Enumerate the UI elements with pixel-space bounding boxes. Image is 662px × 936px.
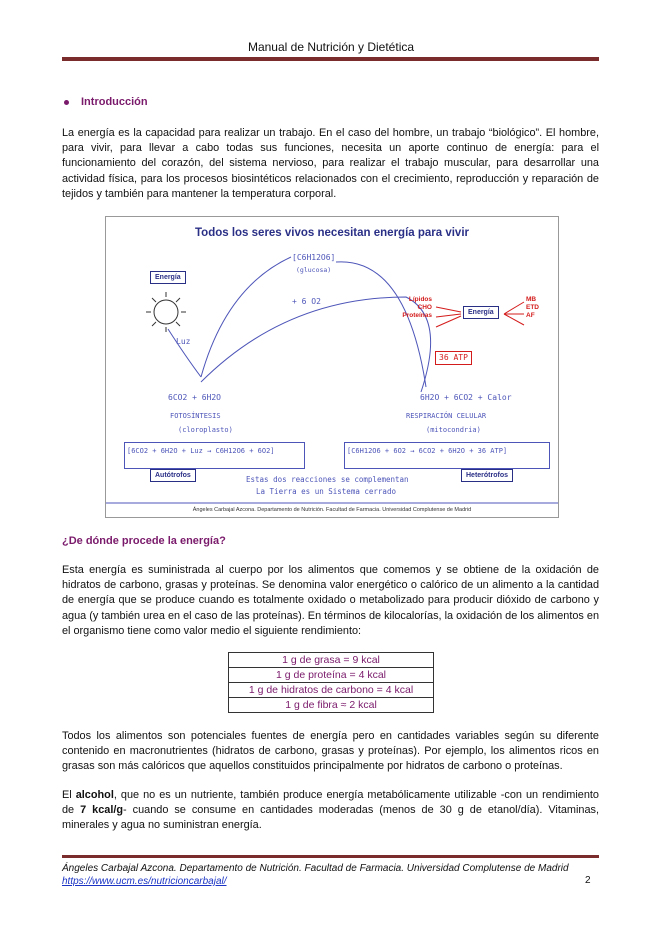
atp-box: 36 ATP	[435, 351, 472, 365]
autotrofos-label: Autótrofos	[150, 469, 196, 482]
table-row	[229, 668, 434, 683]
respiracion-label: RESPIRACIÓN CELULAR	[406, 412, 487, 420]
intro-paragraph: La energía es la capacidad para realizar un trabajo. En el caso del hombre, un trabajo “biológico”. El hombre, para vivir, para llevar a cabo todas sus funciones, necesita un aporte continuo de energía: para el funcionamiento del corazón, del sistema nervioso, para realizar el trabajo muscular, para desarrollar una actividad física, para los procesos biosintéticos relacionados con el crecimiento, reproducción y reparación de tejidos y también para mantener la temperatura corporal.	[62, 127, 599, 200]
footer-link[interactable]: https://www.ucm.es/nutricioncarbajal/	[62, 876, 227, 887]
luz-label: Luz	[176, 337, 191, 346]
section-bullet-intro	[64, 96, 148, 108]
page-header-title: Manual de Nutrición y Dietética	[247, 40, 415, 54]
figure-title: Todos los seres vivos necesitan energía para vivir	[195, 227, 469, 239]
glucose-label: [C6H12O6]	[292, 253, 336, 262]
table-row	[229, 698, 434, 713]
heterotrofos-reaction-box: [C6H12O6 + 6O2 → 6CO2 + 6H2O + 36 ATP]	[344, 442, 550, 469]
heterotrofos-label: Heterótrofos	[461, 469, 513, 482]
bold-kcal: 7 kcal/g	[80, 804, 124, 817]
sun-icon	[146, 292, 186, 332]
macros-list	[390, 296, 432, 320]
macro-cho: CHO	[417, 304, 432, 311]
alcohol-paragraph	[62, 788, 599, 834]
output-mb: MB	[526, 296, 537, 303]
text-run: - cuando se consume en cantidades moderadas (menos de 30 g de etanol/día). Vitaminas, minerales y agua no suministran energía.	[62, 804, 599, 832]
table-cell: 1 g de hidratos de carbono = 4 kcal	[229, 683, 434, 698]
right-equation: 6H2O + 6CO2 + Calor	[420, 393, 512, 402]
glucose-sub-label: (glucosa)	[296, 266, 332, 274]
text-run: El	[62, 789, 76, 801]
oxygen-label: + 6 O2	[292, 297, 321, 306]
table-cell: 1 g de grasa = 9 kcal	[229, 653, 434, 668]
energy-figure	[105, 216, 559, 518]
table-row	[229, 653, 434, 668]
table-cell: 1 g de fibra ≈ 2 kcal	[229, 698, 434, 713]
page-footer	[62, 862, 599, 888]
macro-lipidos: Lípidos	[408, 296, 432, 303]
page-number: 2	[585, 875, 591, 886]
table-cell: 1 g de proteína = 4 kcal	[229, 668, 434, 683]
fotosintesis-label: FOTOSÍNTESIS	[170, 412, 221, 420]
bullet-dot	[64, 100, 69, 105]
macro-proteinas: Proteínas	[402, 312, 432, 319]
section-heading-energia: ¿De dónde procede la energía?	[62, 535, 226, 547]
header-rule	[62, 57, 599, 61]
energy-outputs	[526, 296, 546, 320]
text-run: , que no es un nutriente, también produce energía metabólicamente utilizable -con un rendimiento de	[62, 789, 599, 817]
section-title-intro: Introducción	[81, 96, 148, 108]
output-etd: ETD	[526, 304, 539, 311]
autotrofos-reaction-box: [6CO2 + 6H2O + Luz → C6H12O6 + 6O2]	[124, 442, 305, 469]
footer-author: Ángeles Carbajal Azcona. Departamento de Nutrición. Facultad de Farmacia. Universidad Complutense de Madrid	[62, 863, 569, 874]
note-complementan: Estas dos reacciones se complementan	[246, 475, 409, 484]
cloroplasto-label: (cloroplasto)	[178, 426, 233, 434]
figure-credit: Ángeles Carbajal Azcona. Departamento de Nutrición. Facultad de Farmacia. Universidad Complutense de Madrid	[192, 507, 472, 513]
energia-box: Energía	[463, 306, 499, 319]
mitocondria-label: (mitocondria)	[426, 426, 481, 434]
left-equation: 6CO2 + 6H2O	[168, 393, 221, 402]
energia-paragraph: Esta energía es suministrada al cuerpo por los alimentos que comemos y se obtiene de la oxidación de hidratos de carbono, grasas y proteínas. Se denomina valor energético o calórico de un alimento a la cantidad de energía que se produce cuando es totalmente oxidado o metabolizado para producir dióxido de carbono y agua (y también urea en el caso de las proteínas). En términos de kilocalorías, la oxidación de los alimentos en el organismo tiene como valor medio el siguiente rendimiento:	[62, 564, 599, 637]
energia-label-box: Energía	[150, 271, 186, 284]
output-af: AF	[526, 312, 535, 319]
bold-alcohol: alcohol	[75, 789, 114, 801]
footer-rule	[62, 855, 599, 858]
note-sistema-cerrado: La Tierra es un Sistema cerrado	[256, 487, 396, 496]
macronutrientes-paragraph: Todos los alimentos son potenciales fuentes de energía pero en cantidades variables según su diferente contenido en macronutrientes (hidratos de carbono, grasas y proteínas). Por ejemplo, los alimentos ricos en grasas son más calóricos que aquellos constituidos principalmente por hidratos de carbono o proteínas.	[62, 730, 599, 773]
table-row	[229, 683, 434, 698]
kcal-table	[228, 652, 434, 713]
